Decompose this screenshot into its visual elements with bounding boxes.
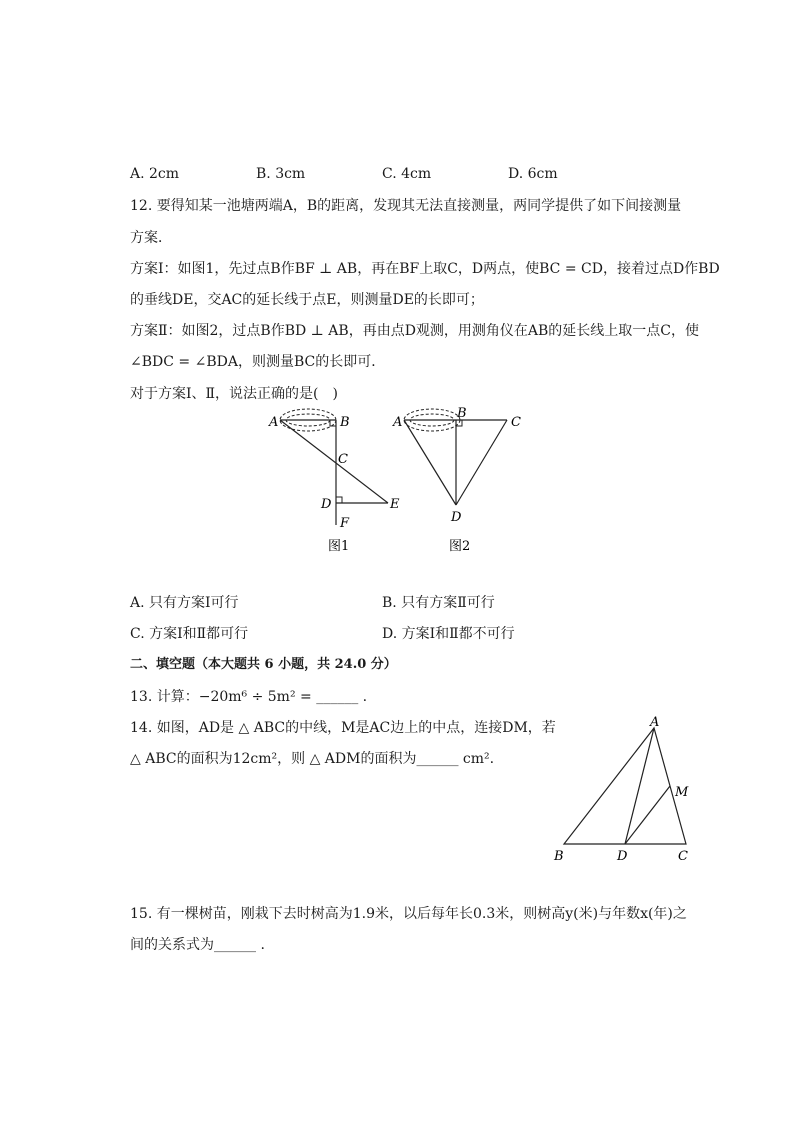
q14-line-1: 14. 如图，AD是 △ ABC的中线，M是AC边上的中点，连接DM，若 bbox=[130, 720, 556, 736]
fig2-label-c: C bbox=[511, 415, 521, 430]
q13-text: 13. 计算：−20m⁶ ÷ 5m² = ______ . bbox=[130, 689, 368, 705]
fig1-label-f: F bbox=[340, 516, 350, 531]
q14-label-b: B bbox=[554, 849, 564, 864]
q14-line-2: △ ABC的面积为12cm²，则 △ ADM的面积为______ cm². bbox=[130, 751, 495, 767]
fig2-label-b: B bbox=[457, 406, 467, 421]
q11-option-d: D. 6cm bbox=[508, 166, 558, 182]
fig1-segment-ae bbox=[280, 420, 388, 503]
fig1-label-b: B bbox=[340, 415, 350, 430]
q12-option-d: D. 方案Ⅰ和Ⅱ都不可行 bbox=[382, 626, 515, 642]
q11-option-b: B. 3cm bbox=[256, 166, 306, 182]
section-2-title: 二、填空题（本大题共 6 小题，共 24.0 分） bbox=[130, 657, 397, 672]
q14-triangle-figure bbox=[548, 716, 708, 868]
fig2-caption: 图2 bbox=[449, 539, 471, 554]
q12-line-3: 方案Ⅰ：如图1，先过点B作BF ⊥ AB，再在BF上取C，D两点，使BC = CD，接着过点D作BD bbox=[130, 261, 720, 277]
q15-line-1: 15. 有一棵树苗，刚栽下去时树高为1.9米，以后每年长0.3米，则树高y(米)与年数x(年)之 bbox=[130, 906, 687, 922]
q12-option-a: A. 只有方案Ⅰ可行 bbox=[130, 595, 239, 611]
fig2-segment-cd bbox=[456, 420, 507, 505]
fig1-caption: 图1 bbox=[328, 539, 350, 554]
fig2-segment-ad bbox=[404, 420, 456, 505]
q14-median-ad bbox=[625, 728, 654, 844]
fig1-right-angle-d bbox=[336, 497, 342, 503]
fig2-label-a: A bbox=[393, 415, 403, 430]
q12-option-c: C. 方案Ⅰ和Ⅱ都可行 bbox=[130, 626, 249, 642]
q14-triangle-abc bbox=[564, 728, 686, 844]
fig1-label-a: A bbox=[269, 415, 279, 430]
q12-line-2: 方案． bbox=[130, 230, 172, 246]
figure-2 bbox=[385, 405, 535, 560]
fig1-label-d: D bbox=[321, 497, 332, 512]
q15-line-2: 间的关系式为______ . bbox=[130, 937, 265, 953]
q12-line-5: 方案Ⅱ：如图2，过点B作BD ⊥ AB，再由点D观测，用测角仪在AB的延长线上取一点C，使 bbox=[130, 323, 700, 339]
q12-line-7: 对于方案Ⅰ、Ⅱ，说法正确的是( ) bbox=[130, 386, 338, 402]
q14-label-c: C bbox=[678, 849, 688, 864]
q12-line-4: 的垂线DE，交AC的延长线于点E，则测量DE的长即可； bbox=[130, 292, 484, 308]
q14-label-d: D bbox=[617, 849, 628, 864]
q14-label-m: M bbox=[675, 785, 689, 800]
q11-option-c: C. 4cm bbox=[382, 166, 432, 182]
fig1-label-e: E bbox=[390, 497, 400, 512]
q12-option-b: B. 只有方案Ⅱ可行 bbox=[382, 595, 495, 611]
fig1-label-c: C bbox=[338, 452, 348, 467]
q12-line-6: ∠BDC = ∠BDA，则测量BC的长即可． bbox=[130, 354, 386, 370]
q12-line-1: 12. 要得知某一池塘两端A，B的距离，发现其无法直接测量，两同学提供了如下间接测量 bbox=[130, 198, 682, 214]
fig2-label-d: D bbox=[451, 510, 462, 525]
q11-option-a: A. 2cm bbox=[130, 166, 180, 182]
q14-label-a: A bbox=[650, 716, 660, 730]
